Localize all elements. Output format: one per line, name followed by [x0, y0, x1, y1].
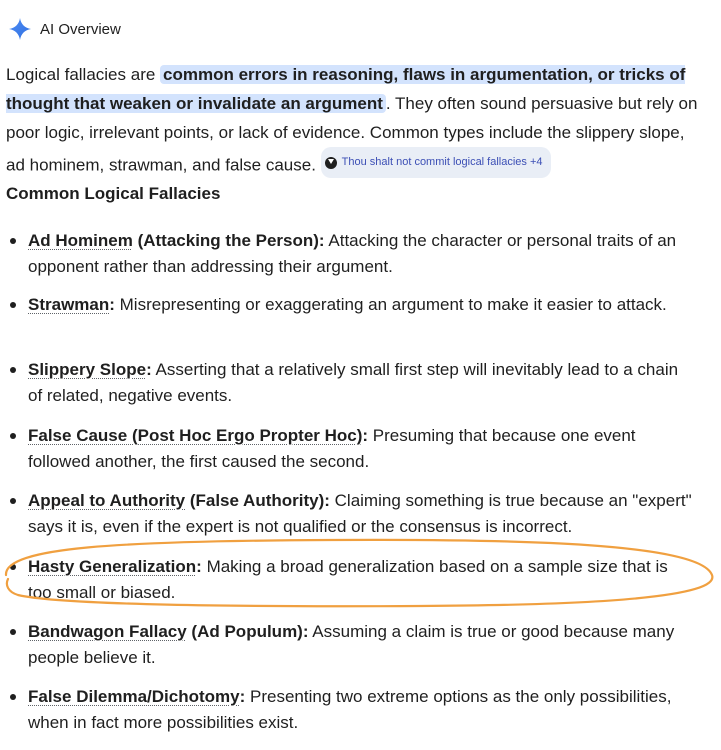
- fallacy-description: Assuming a claim is true or good because many people believe it.: [28, 622, 675, 667]
- list-item: [28, 357, 693, 409]
- source-dropdown-icon: [325, 157, 337, 169]
- list-item: [28, 488, 693, 540]
- fallacy-term-link[interactable]: Ad Hominem: [28, 231, 133, 250]
- hand-drawn-circle-annotation: [0, 535, 721, 615]
- fallacy-description: Attacking the character or personal traits of an opponent rather than addressing their argument.: [28, 231, 677, 276]
- fallacy-description: Asserting that a relatively small first step will inevitably lead to a chain of related, negative events.: [28, 360, 679, 405]
- fallacy-term-extra: (False Authority):: [185, 491, 330, 510]
- sparkle-icon: [8, 17, 32, 41]
- ai-overview-header: [8, 15, 121, 43]
- intro-highlight[interactable]: common errors in reasoning, flaws in argumentation, or tricks of thought that weaken or invalidate an argument: [6, 65, 686, 113]
- fallacy-term-extra: :: [146, 360, 152, 379]
- fallacy-term-link[interactable]: Hasty Generalization: [28, 557, 197, 576]
- intro-text-after: . They often sound persuasive but rely on poor logic, irrelevant points, or lack of evidence. Common types include the slippery slope, ad hominem, strawman, and false cause.: [6, 94, 698, 175]
- fallacy-term-link[interactable]: Strawman: [28, 295, 110, 314]
- fallacy-term-link[interactable]: False Cause (Post Hoc Ergo Propter Hoc): [28, 426, 363, 445]
- bullet-dot: [10, 498, 16, 504]
- fallacy-description: Presenting two extreme options as the only possibilities, when in fact more possibilities exist.: [28, 687, 672, 732]
- source-chip[interactable]: [321, 147, 551, 178]
- section-title: Common Logical Fallacies: [6, 184, 221, 203]
- fallacy-term-link[interactable]: Bandwagon Fallacy: [28, 622, 187, 641]
- intro-paragraph: [6, 60, 706, 180]
- fallacy-description: Presuming that because one event followed another, the first caused the second.: [28, 426, 636, 471]
- fallacy-term-link[interactable]: Slippery Slope: [28, 360, 147, 379]
- list-item: [28, 619, 693, 671]
- fallacy-term-link[interactable]: False Dilemma/Dichotomy: [28, 687, 240, 706]
- list-item: [28, 292, 693, 318]
- source-chip-label: Thou shalt not commit logical fallacies +4: [341, 156, 543, 168]
- fallacy-description: Claiming something is true because an "expert" says it is, even if the expert is not qualified or the consensus is incorrect.: [28, 491, 692, 536]
- fallacy-term-extra: :: [239, 687, 246, 706]
- bullet-dot: [10, 629, 16, 635]
- fallacy-term-extra: :: [196, 557, 202, 576]
- bullet-dot: [10, 433, 16, 439]
- ai-overview-title: AI Overview: [40, 20, 121, 38]
- fallacy-description: Misrepresenting or exaggerating an argument to make it easier to attack.: [114, 295, 667, 314]
- bullet-dot: [10, 302, 16, 308]
- fallacy-term-link[interactable]: Appeal to Authority: [28, 491, 186, 510]
- bullet-dot: [10, 694, 16, 700]
- fallacy-description: Making a broad generalization based on a sample size that is too small or biased.: [28, 557, 668, 602]
- intro-text-before: Logical fallacies are: [6, 65, 161, 84]
- list-item: [28, 423, 693, 475]
- fallacy-term-extra: (Attacking the Person):: [132, 231, 325, 250]
- annotation-stroke: [6, 540, 712, 606]
- bullet-dot: [10, 367, 16, 373]
- fallacy-term-extra: (Ad Populum):: [186, 622, 309, 641]
- fallacy-term-extra: :: [109, 295, 115, 314]
- bullet-dot: [10, 238, 16, 244]
- list-item: [28, 228, 693, 280]
- list-item: [28, 684, 693, 736]
- fallacy-term-extra: :: [362, 426, 369, 445]
